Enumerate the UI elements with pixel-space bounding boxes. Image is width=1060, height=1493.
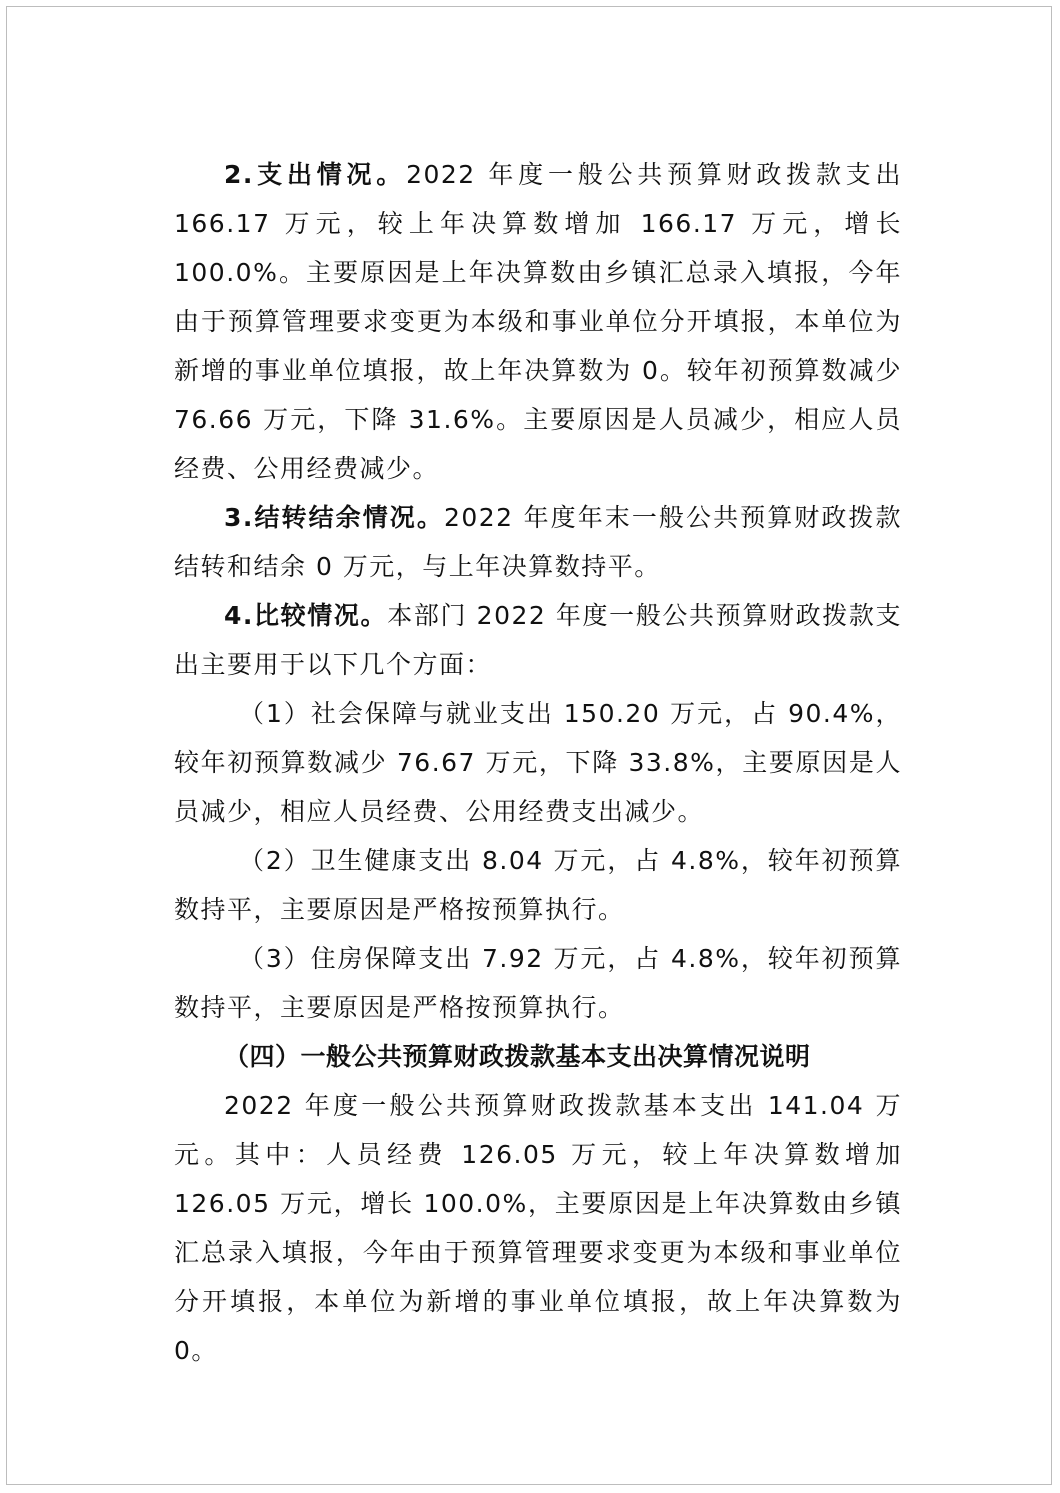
- paragraph-comparison: [174, 591, 902, 689]
- document-body: [174, 150, 902, 1375]
- list-item-housing: （3）住房保障支出 7.92 万元，占 4.8%，较年初预算数持平，主要原因是严格按预算执行。: [174, 944, 902, 1022]
- paragraph-carryover-title: 3.结转结余情况。: [224, 503, 444, 532]
- paragraph-carryover: [174, 493, 902, 591]
- paragraph-expense-title: 2.支出情况。: [224, 160, 407, 189]
- paragraph-basic-expense: 2022 年度一般公共预算财政拨款基本支出 141.04 万元。其中：人员经费 126.05 万元，较上年决算数增加 126.05 万元，增长 100.0%，主要原因是上年决算数由乡镇汇总录入填报，今年由于预算管理要求变更为本级和事业单位分开填报，本单位为新增的事业单位填报，故上年决算数为 0。: [174, 1091, 902, 1365]
- list-item-social-security: （1）社会保障与就业支出 150.20 万元，占 90.4%，较年初预算数减少 76.67 万元，下降 33.8%，主要原因是人员减少，相应人员经费、公用经费支出减少。: [174, 699, 902, 826]
- section-heading: （四）一般公共预算财政拨款基本支出决算情况说明: [224, 1042, 811, 1071]
- paragraph-expense: [174, 150, 902, 493]
- paragraph-comparison-title: 4.比较情况。: [224, 601, 388, 630]
- paragraph-comparison-body: 本部门 2022 年度一般公共预算财政拨款支出主要用于以下几个方面：: [174, 601, 902, 679]
- list-item-health: （2）卫生健康支出 8.04 万元，占 4.8%，较年初预算数持平，主要原因是严格按预算执行。: [174, 846, 902, 924]
- paragraph-carryover-body: 2022 年度年末一般公共预算财政拨款结转和结余 0 万元，与上年决算数持平。: [174, 503, 902, 581]
- document-page: [6, 6, 1052, 1485]
- paragraph-expense-body: 2022 年度一般公共预算财政拨款支出166.17 万元，较上年决算数增加 166.17 万元，增长 100.0%。主要原因是上年决算数由乡镇汇总录入填报，今年由于预算管理要求变更为本级和事业单位分开填报，本单位为新增的事业单位填报，故上年决算数为 0。较年初预算数减少76.66 万元，下降 31.6%。主要原因是人员减少，相应人员经费、公用经费减少。: [174, 160, 902, 483]
